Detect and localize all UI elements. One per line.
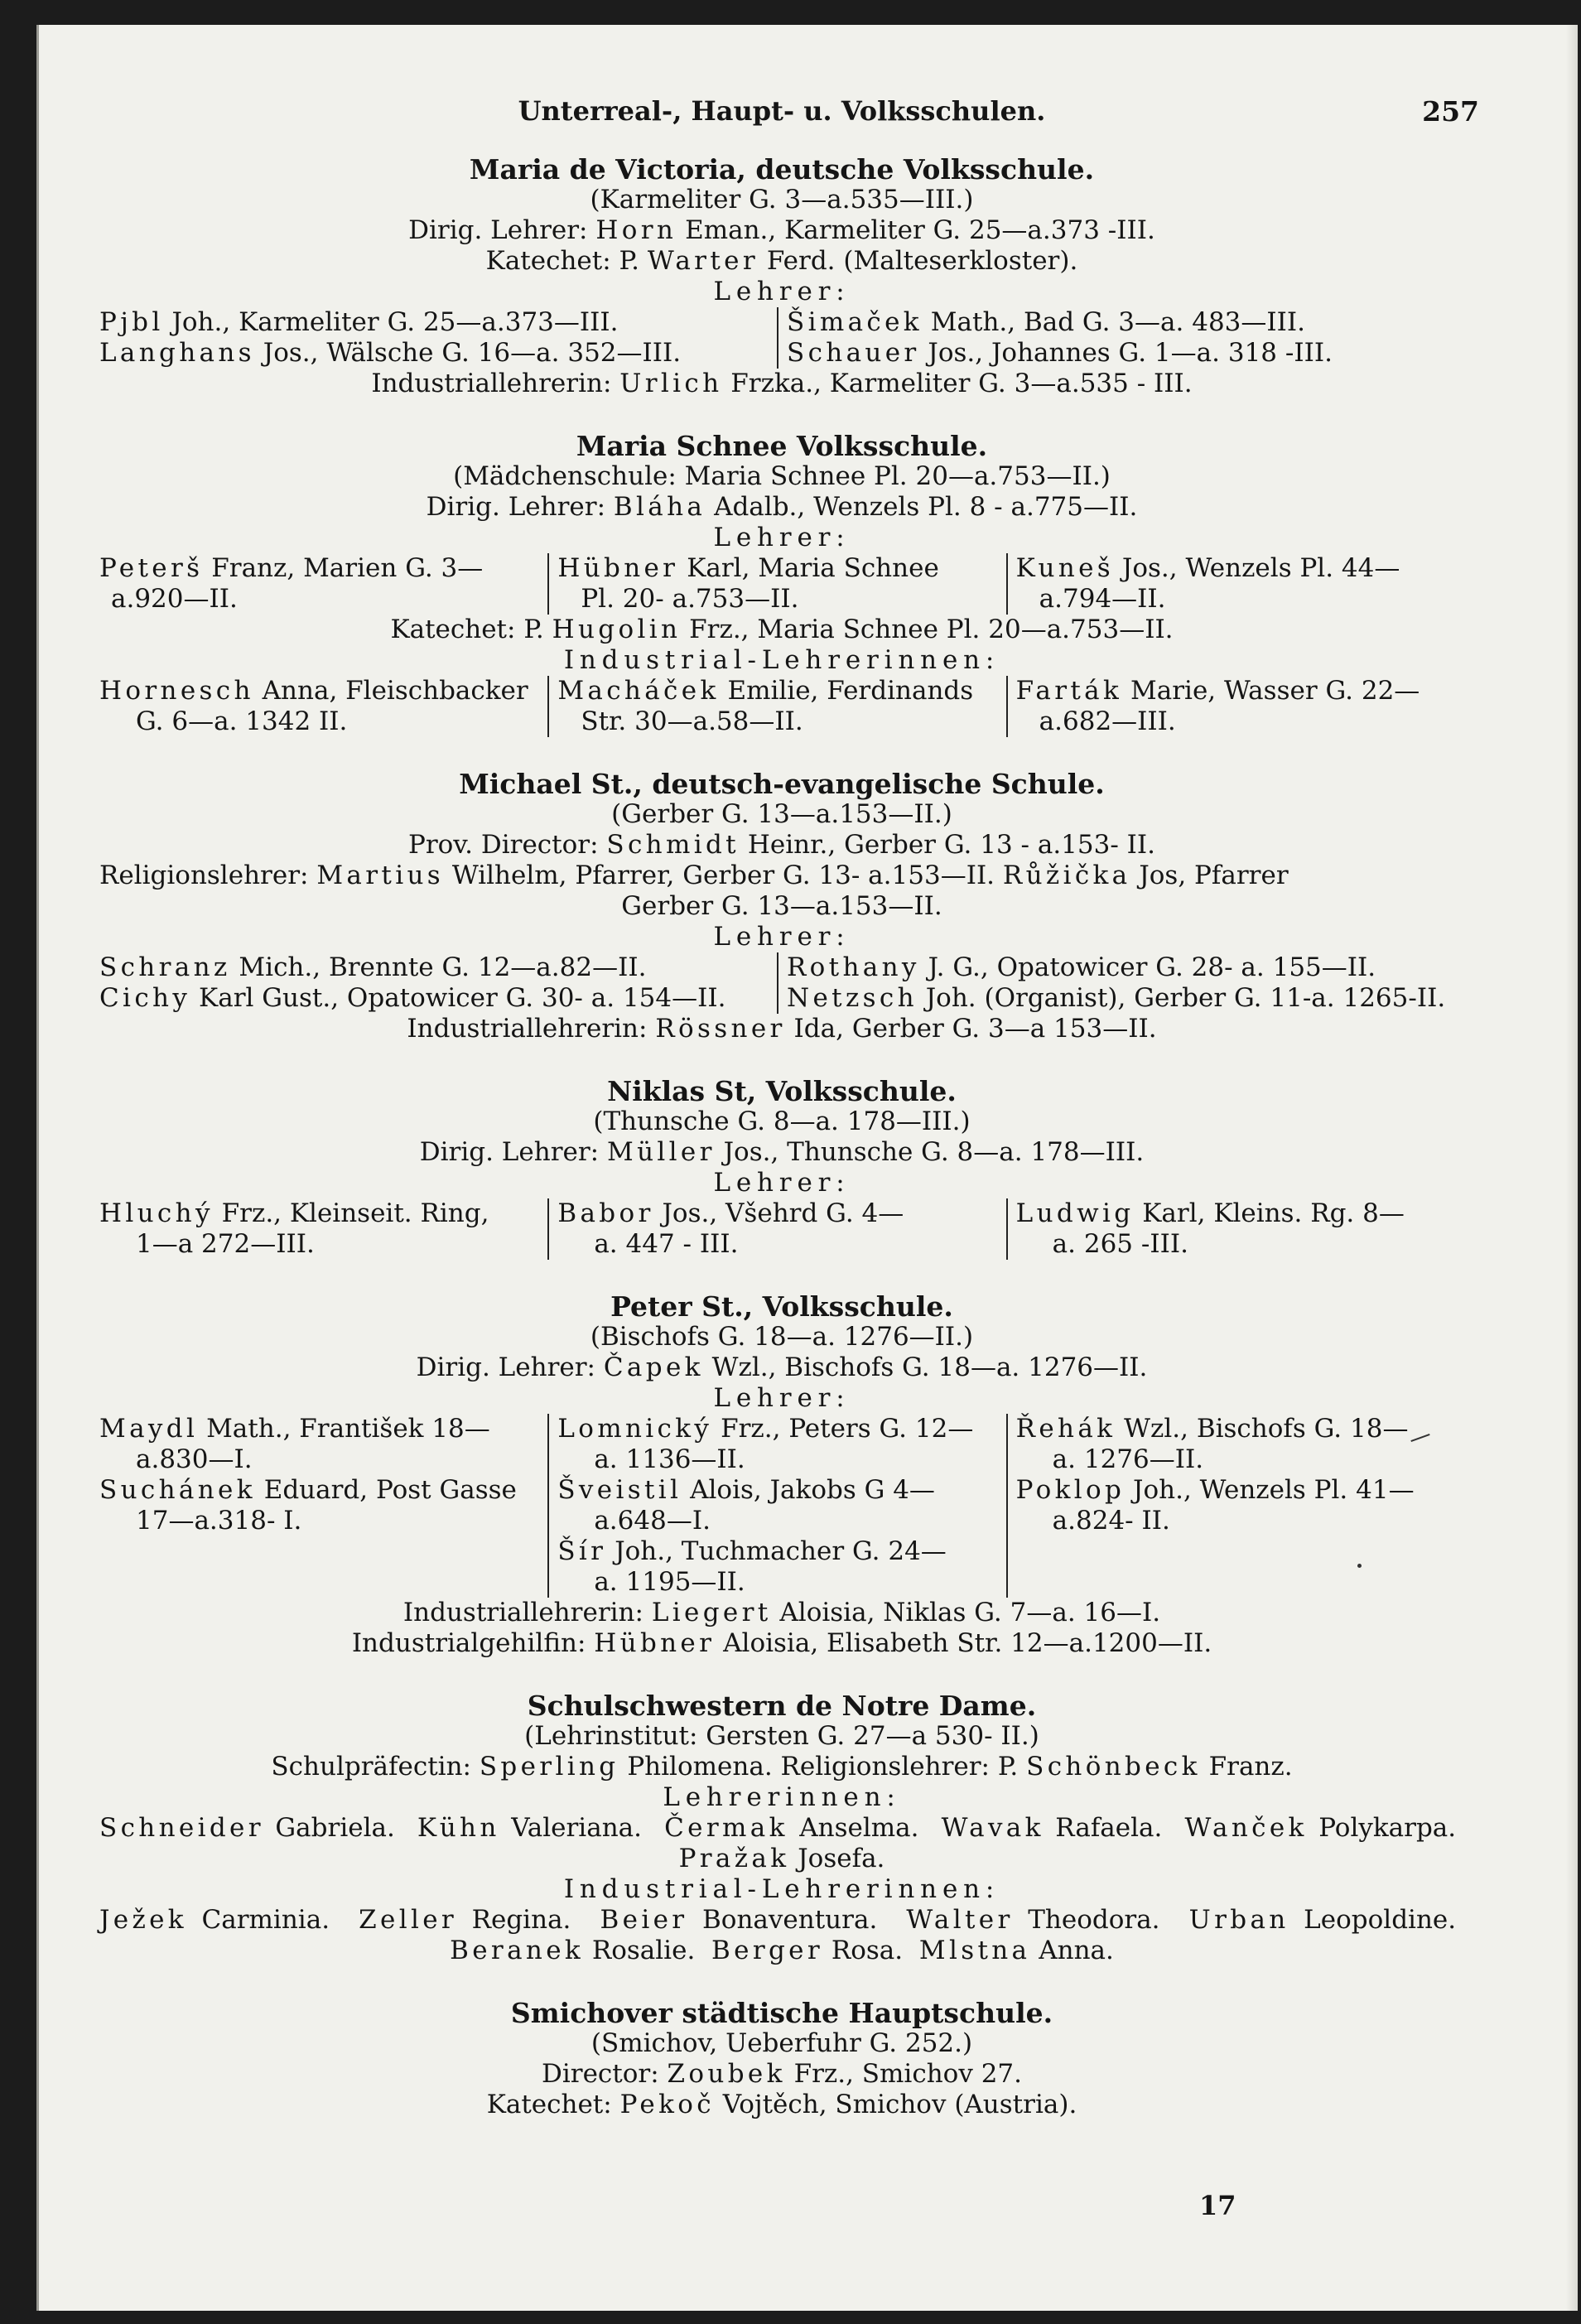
teacher-address-cont: 1—a 272—III. [136, 1229, 315, 1259]
teachers-columns [99, 307, 1464, 369]
school-section-michael [99, 769, 1464, 1044]
industrial-details: Marie, Wasser G. 22— [1130, 676, 1420, 706]
teacher-first-name: Josefa. [798, 1844, 885, 1873]
teacher-first-name: Anselma. [799, 1813, 919, 1843]
religion-prefix: P. [997, 1752, 1019, 1782]
teacher-name: Kühn [417, 1813, 500, 1843]
teacher-details: Franz, Marien G. 3— [211, 553, 484, 583]
industrial-details: Anna, Fleischbacker [262, 676, 528, 706]
teacher-name: Hübner [557, 553, 679, 583]
teacher-entry [99, 1198, 539, 1229]
teacher-details: Karl Gust., Opatowicer G. 30- a. 154—II. [199, 983, 726, 1013]
industrial-first-name: Bonaventura. [702, 1905, 878, 1935]
teacher-name: Kuneš [1015, 553, 1115, 583]
female-teachers-list [99, 1813, 1464, 1874]
running-head-title: Unterreal-, Haupt- u. Volksschulen. [518, 95, 1046, 127]
teacher-first-name: Polykarpa. [1318, 1813, 1457, 1843]
industrial-label: Industriallehrerin: [371, 369, 612, 398]
teacher-details: Jos., Všehrd G. 4— [662, 1198, 904, 1228]
director-label: Prov. Director: [407, 830, 599, 860]
teacher-entry [557, 1198, 997, 1229]
teachers-columns [99, 1198, 1464, 1260]
director-name: Čapek [603, 1352, 704, 1382]
school-title: Peter St., Volksschule. [610, 1290, 953, 1323]
religion-details: Jos, Pfarrer [1139, 861, 1289, 890]
assistant-label: Industrialgehilfin: [351, 1628, 586, 1658]
catechet-details: Vojtěch, Smichov (Austria). [722, 2090, 1077, 2119]
catechet-prefix: P. [523, 615, 544, 644]
teacher-entry [99, 553, 539, 584]
industrial-name: Macháček [557, 676, 720, 706]
teacher-name: Čermak [664, 1813, 788, 1843]
teacher-entry [1016, 1475, 1456, 1506]
director-label: Dirig. Lehrer: [426, 492, 606, 522]
director-name: Horn [595, 215, 677, 245]
teachers-heading: Lehrerinnen: [663, 1782, 901, 1812]
director-details: Wzl., Bischofs G. 18—a. 1276—II. [711, 1352, 1148, 1382]
prefect-line [99, 1752, 1464, 1782]
industrial-teacher-line [99, 369, 1464, 399]
teacher-column [1006, 1198, 1464, 1260]
industrial-first-name: Rosalie. [591, 1936, 696, 1965]
director-details: Eman., Karmeliter G. 25—a.373 -III. [685, 215, 1155, 245]
director-line [99, 830, 1464, 861]
teacher-name: Poklop [1015, 1475, 1125, 1505]
director-line [99, 2059, 1464, 2090]
teacher-name: Wavak [941, 1813, 1044, 1843]
teacher-column [99, 553, 547, 615]
industrial-columns [99, 676, 1464, 737]
industrial-details: Aloisia, Niklas G. 7—a. 16—I. [779, 1598, 1161, 1627]
school-section-smichov [99, 1998, 1464, 2120]
teacher-details: Joh., Wenzels Pl. 41— [1133, 1475, 1415, 1505]
teacher-name: Ludwig [1015, 1198, 1135, 1228]
industrial-column [547, 676, 1005, 737]
school-title: Smichover städtische Hauptschule. [510, 1997, 1053, 2029]
catechet-name: Hugolin [552, 615, 682, 644]
industrial-heading: Industrial-Lehrerinnen: [563, 1874, 1000, 1904]
director-line [99, 1352, 1464, 1383]
school-address: (Lehrinstitut: Gersten G. 27—a 530- II.) [524, 1721, 1039, 1751]
industrial-details: Ida, Gerber G. 3—a 153—II. [793, 1014, 1157, 1044]
teacher-first-name: Rafaela. [1055, 1813, 1163, 1843]
religion-teachers-line [99, 861, 1464, 891]
industrial-column [99, 676, 547, 737]
industrial-name: Hornesch [99, 676, 254, 706]
teacher-name: Langhans [99, 338, 255, 368]
ink-speck [1357, 1564, 1362, 1568]
director-details: Adalb., Wenzels Pl. 8 - a.775—II. [714, 492, 1138, 522]
teacher-address-cont: a. 1195—II. [594, 1567, 745, 1597]
school-section-niklas [99, 1076, 1464, 1260]
teacher-details: Eduard, Post Gasse [263, 1475, 517, 1505]
industrial-name: Urlich [619, 369, 723, 398]
teacher-name: Schranz [99, 952, 231, 982]
teacher-address-cont: a. 1136—II. [594, 1444, 745, 1474]
catechet-line [99, 2090, 1464, 2120]
teacher-column [99, 1198, 547, 1260]
teacher-name: Lomnický [557, 1414, 713, 1444]
teacher-details: Jos., Wälsche G. 16—a. 352—III. [263, 338, 682, 368]
teacher-details: Mich., Brennte G. 12—a.82—II. [239, 952, 647, 982]
teacher-entry [99, 1475, 539, 1506]
teacher-entry [99, 307, 769, 338]
director-name: Bláha [613, 492, 706, 522]
teacher-name: Peterš [99, 553, 204, 583]
director-details: Jos., Thunsche G. 8—a. 178—III. [723, 1137, 1145, 1167]
running-head [99, 95, 1479, 136]
director-details: Frz., Smichov 27. [793, 2059, 1023, 2089]
industrial-name: Berger [711, 1936, 824, 1965]
teacher-column [547, 1414, 1005, 1598]
industrial-first-name: Rosa. [831, 1936, 904, 1965]
teacher-name: Suchánek [99, 1475, 256, 1505]
religion-label: Religionslehrer: [99, 861, 309, 890]
industrial-name: Ježek [99, 1905, 187, 1935]
teacher-address-cont: a.648—I. [594, 1506, 711, 1536]
prefect-details: Philomena. [627, 1752, 773, 1782]
teachers-heading: Lehrer: [713, 277, 851, 306]
teacher-column [547, 553, 1005, 615]
page-content [99, 95, 1479, 2152]
school-section-schnee [99, 431, 1464, 737]
teachers-column-right [777, 952, 1464, 1014]
teacher-entry [787, 307, 1456, 338]
assistant-name: Hübner [594, 1628, 716, 1658]
industrial-name: Liegert [651, 1598, 772, 1627]
director-name: Zoubek [667, 2059, 786, 2089]
director-details: Heinr., Gerber G. 13 - a.153- II. [747, 830, 1156, 860]
teacher-details: Joh. (Organist), Gerber G. 11-a. 1265-II. [925, 983, 1446, 1013]
teacher-address-cont: a.920—II. [111, 584, 238, 614]
school-title: Schulschwestern de Notre Dame. [527, 1690, 1037, 1722]
teacher-address-cont: a.794—II. [1039, 584, 1166, 614]
teacher-details: Jos., Johannes G. 1—a. 318 -III. [928, 338, 1333, 368]
catechet-name: Warter [647, 246, 759, 276]
religion-address-cont: Gerber G. 13—a.153—II. [621, 891, 942, 921]
catechet-label: Katechet: [485, 246, 611, 276]
teacher-name: Wanček [1184, 1813, 1308, 1843]
industrial-first-name: Anna. [1039, 1936, 1114, 1965]
teacher-details: Wzl., Bischofs G. 18— [1124, 1414, 1409, 1444]
industrial-label: Industriallehrerin: [407, 1014, 648, 1044]
industrial-first-name: Carminia. [201, 1905, 330, 1935]
teachers-columns [99, 1414, 1464, 1598]
industrial-name: Rössner [655, 1014, 786, 1044]
director-name: Schmidt [606, 830, 740, 860]
teacher-address-cont: a. 447 - III. [594, 1229, 739, 1259]
teacher-name: Šír [557, 1536, 607, 1566]
industrial-heading: Industrial-Lehrerinnen: [563, 645, 1000, 675]
school-address: (Bischofs G. 18—a. 1276—II.) [590, 1322, 974, 1352]
industrial-column [1006, 676, 1464, 737]
religion-name: Schönbeck [1026, 1752, 1201, 1782]
religion-details: Franz. [1208, 1752, 1293, 1782]
teacher-first-name: Valeriana. [511, 1813, 643, 1843]
school-section-peter [99, 1291, 1464, 1659]
school-title: Maria Schnee Volksschule. [576, 430, 988, 462]
school-address: (Karmeliter G. 3—a.535—III.) [590, 185, 974, 215]
teacher-address-cont: a. 265 -III. [1052, 1229, 1188, 1259]
director-label: Dirig. Lehrer: [419, 1137, 600, 1167]
catechet-label: Katechet: [390, 615, 516, 644]
school-title: Michael St., deutsch-evangelische Schule. [459, 768, 1105, 800]
teacher-name: Hluchý [99, 1198, 214, 1228]
teacher-first-name: Gabriela. [275, 1813, 395, 1843]
industrial-address-cont: G. 6—a. 1342 II. [136, 706, 348, 736]
teachers-heading: Lehrer: [713, 922, 851, 952]
industrial-details: Emilie, Ferdinands [727, 676, 974, 706]
prefect-name: Sperling [479, 1752, 619, 1782]
teacher-entry [557, 553, 997, 584]
teachers-column-left [99, 952, 777, 1014]
school-section-notre-dame [99, 1690, 1464, 1966]
industrial-name: Zeller [359, 1905, 458, 1935]
industrial-name: Farták [1015, 676, 1123, 706]
school-address: (Thunsche G. 8—a. 178—III.) [593, 1107, 971, 1136]
assistant-details: Aloisia, Elisabeth Str. 12—a.1200—II. [723, 1628, 1212, 1658]
school-address: (Smichov, Ueberfuhr G. 252.) [590, 2028, 973, 2058]
industrial-teacher-line [99, 1014, 1464, 1044]
catechet-line [99, 615, 1464, 645]
school-title: Niklas St, Volksschule. [607, 1075, 957, 1107]
teachers-columns [99, 553, 1464, 615]
teacher-column [1006, 553, 1464, 615]
teacher-details: Karl, Kleins. Rg. 8— [1142, 1198, 1405, 1228]
teachers-column-left [99, 307, 777, 369]
director-label: Director: [541, 2059, 659, 2089]
industrial-first-name: Leopoldine. [1304, 1905, 1457, 1935]
teacher-name: Maydl [99, 1414, 199, 1444]
industrial-details: Frzka., Karmeliter G. 3—a.535 - III. [730, 369, 1193, 398]
teacher-address-cont: a.824- II. [1052, 1506, 1170, 1536]
teachers-columns [99, 952, 1464, 1014]
industrial-entry [99, 676, 539, 706]
teacher-entry [99, 338, 769, 369]
industrial-assistant-line [99, 1628, 1464, 1659]
school-address: (Gerber G. 13—a.153—II.) [611, 799, 952, 829]
industrial-name: Beranek [450, 1936, 585, 1965]
teacher-details: Alois, Jakobs G 4— [690, 1475, 935, 1505]
teacher-details: Joh., Karmeliter G. 25—a.373—III. [171, 307, 619, 337]
industrial-entry [1016, 676, 1456, 706]
catechet-prefix: P. [619, 246, 639, 276]
teacher-name: Pražak [678, 1844, 790, 1873]
teachers-heading: Lehrer: [713, 1383, 851, 1413]
school-section-victoria [99, 154, 1464, 399]
teacher-column [99, 1414, 547, 1598]
teacher-name: Schauer [787, 338, 920, 368]
prefect-label: Schulpräfectin: [271, 1752, 471, 1782]
teacher-entry [557, 1536, 997, 1567]
teacher-details: Karl, Maria Schnee [687, 553, 939, 583]
teacher-details: Frz., Peters G. 12— [721, 1414, 974, 1444]
catechet-name: Pekoč [619, 2090, 715, 2119]
teacher-column [1006, 1414, 1464, 1598]
teacher-entry [99, 983, 769, 1014]
teacher-name: Cichy [99, 983, 191, 1013]
teacher-entry [787, 952, 1456, 983]
industrial-name: Walter [906, 1905, 1014, 1935]
teacher-name: Řehák [1015, 1414, 1116, 1444]
industrial-address-cont: Str. 30—a.58—II. [581, 706, 803, 736]
teacher-entry [99, 1414, 539, 1444]
teacher-entry [99, 952, 769, 983]
industrial-label: Industriallehrerin: [402, 1598, 643, 1627]
teacher-column [547, 1198, 1005, 1260]
industrial-first-name: Theodora. [1028, 1905, 1160, 1935]
teacher-name: Schneider [99, 1813, 264, 1843]
teachers-heading: Lehrer: [713, 523, 851, 552]
industrial-teacher-line [99, 1598, 1464, 1628]
teacher-name: Netzsch [787, 983, 918, 1013]
school-title: Maria de Victoria, deutsche Volksschule. [469, 153, 1095, 186]
teachers-heading: Lehrer: [713, 1168, 851, 1198]
teacher-name: Rothany [787, 952, 920, 982]
industrial-name: Mlstna [918, 1936, 1031, 1965]
catechet-label: Katechet: [486, 2090, 612, 2119]
teacher-details: Frz., Kleinseit. Ring, [221, 1198, 489, 1228]
catechet-line [99, 246, 1464, 277]
teacher-address-cont: Pl. 20- a.753—II. [581, 584, 799, 614]
teacher-entry [1016, 1198, 1456, 1229]
teacher-details: Math., Bad G. 3—a. 483—III. [930, 307, 1305, 337]
religion-details: Wilhelm, Pfarrer, Gerber G. 13- a.153—II. [451, 861, 995, 890]
religion-name: Růžička [1002, 861, 1131, 890]
director-label: Dirig. Lehrer: [416, 1352, 596, 1382]
teachers-column-right [777, 307, 1464, 369]
teacher-entry [1016, 1414, 1456, 1444]
teacher-address-cont: a. 1276—II. [1052, 1444, 1204, 1474]
catechet-details: Frz., Maria Schnee Pl. 20—a.753—II. [689, 615, 1174, 644]
teacher-name: Šimaček [787, 307, 923, 337]
director-line [99, 215, 1464, 246]
director-name: Müller [607, 1137, 716, 1167]
teacher-details: J. G., Opatowicer G. 28- a. 155—II. [928, 952, 1376, 982]
page-number: 257 [1422, 95, 1479, 128]
teacher-name: Šveistil [557, 1475, 682, 1505]
director-line [99, 492, 1464, 523]
teacher-name: Pjbl [99, 307, 164, 337]
teacher-entry [557, 1414, 997, 1444]
signature-mark: 17 [1199, 2190, 1236, 2221]
teacher-entry [787, 338, 1456, 369]
industrial-address-cont: a.682—III. [1039, 706, 1176, 736]
teacher-details: Jos., Wenzels Pl. 44— [1121, 553, 1400, 583]
teacher-entry [557, 1475, 997, 1506]
teacher-name: Babor [557, 1198, 654, 1228]
director-label: Dirig. Lehrer: [408, 215, 588, 245]
industrial-teachers-list [99, 1905, 1464, 1966]
religion-label: Religionslehrer: [780, 1752, 990, 1782]
industrial-first-name: Regina. [471, 1905, 571, 1935]
director-line [99, 1137, 1464, 1168]
teacher-entry [1016, 553, 1456, 584]
page-sheet [36, 25, 1578, 2311]
teacher-details: Joh., Tuchmacher G. 24— [615, 1536, 947, 1566]
teacher-entry [787, 983, 1456, 1014]
teacher-details: Math., František 18— [206, 1414, 490, 1444]
teacher-address-cont: a.830—I. [136, 1444, 253, 1474]
teacher-address-cont: 17—a.318- I. [136, 1506, 302, 1536]
industrial-name: Urban [1188, 1905, 1289, 1935]
religion-name: Martius [316, 861, 444, 890]
catechet-details: Ferd. (Malteserkloster). [766, 246, 1078, 276]
industrial-name: Beier [600, 1905, 688, 1935]
industrial-entry [557, 676, 997, 706]
school-address: (Mädchenschule: Maria Schnee Pl. 20—a.753—II.) [453, 461, 1111, 491]
